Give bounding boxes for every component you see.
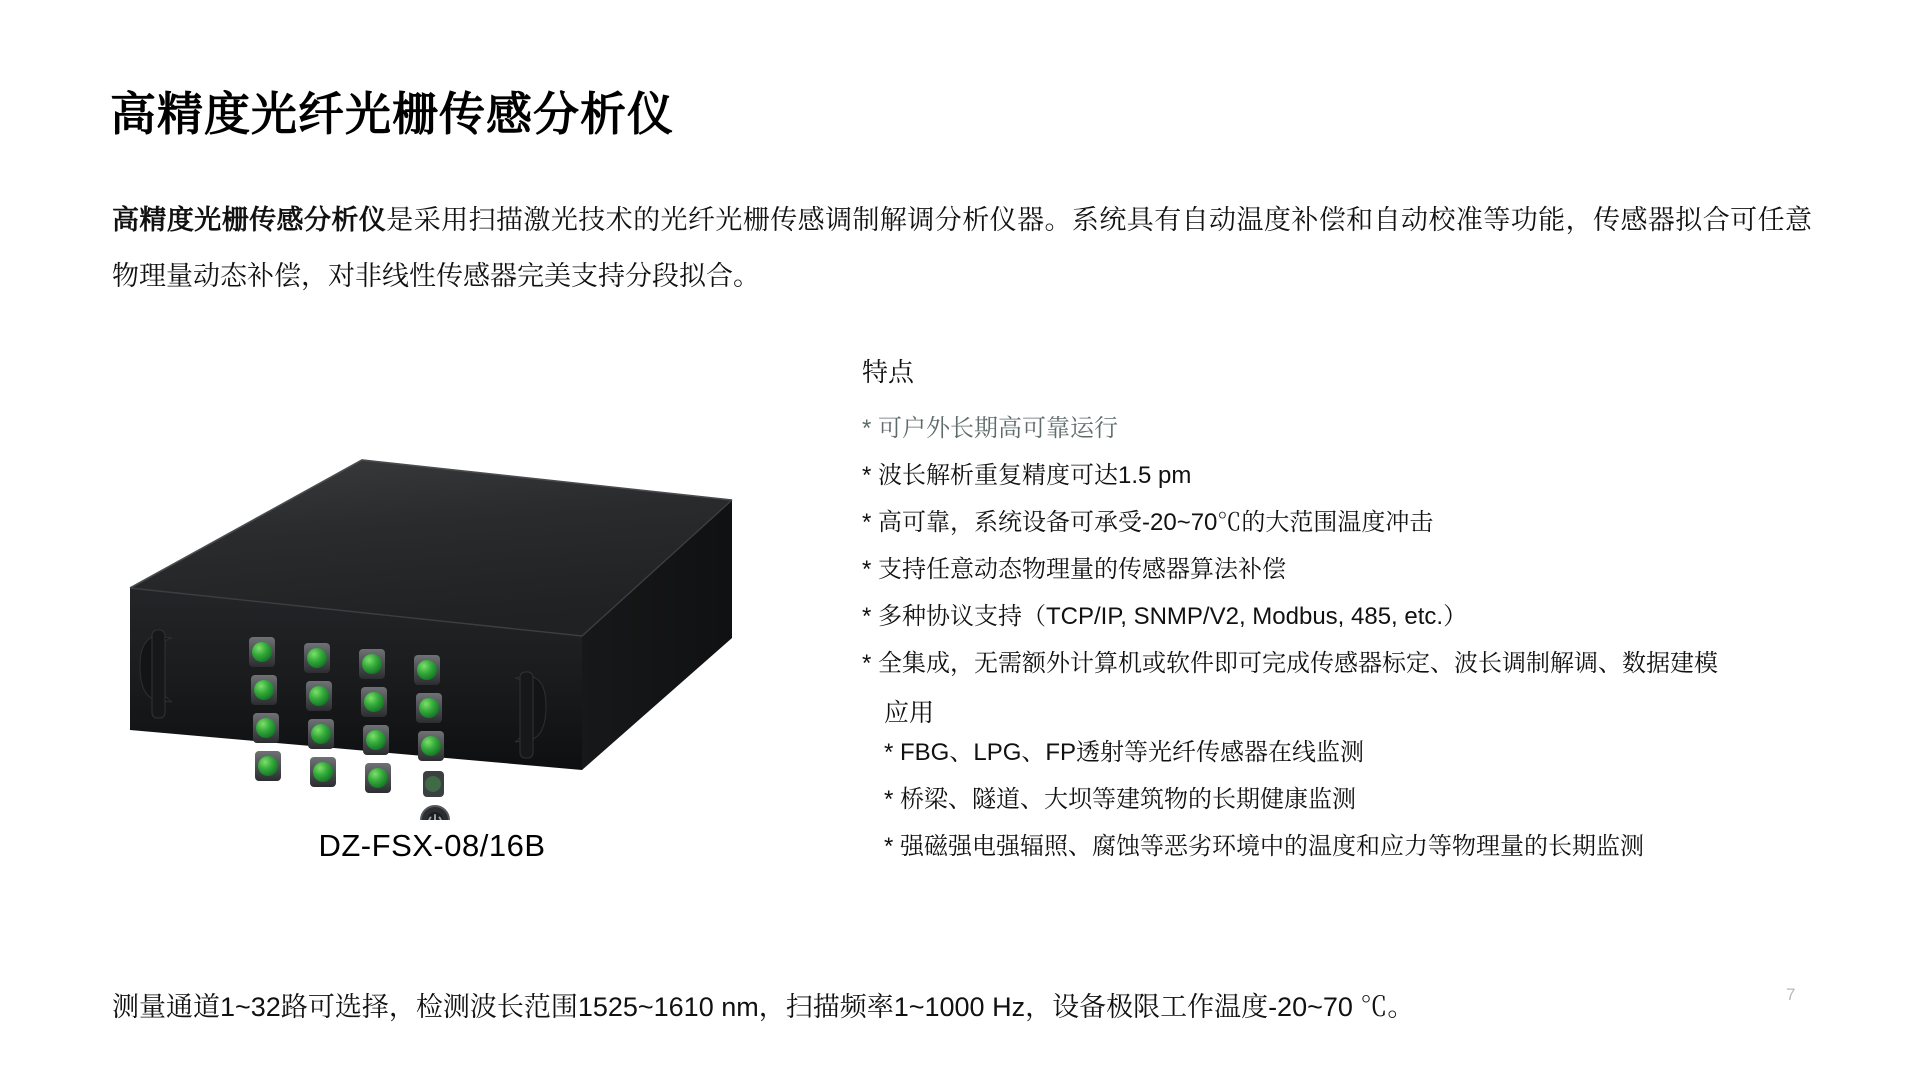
application-item-1: * FBG、LPG、FP透射等光纤传感器在线监测 xyxy=(884,739,1365,766)
device-illustration xyxy=(112,440,752,820)
page-number: 7 xyxy=(1786,985,1796,1004)
feature-item-6: * 全集成，无需额外计算机或软件即可完成传感器标定、波长调制解调、数据建模 xyxy=(862,650,1719,677)
page-title: 高精度光纤光栅传感分析仪 xyxy=(110,88,674,140)
device-model-caption: DZ-FSX-08/16B xyxy=(318,828,546,863)
intro-body-text: 是采用扫描激光技术的光纤光栅传感调制解调分析仪器。系统具有自动温度补偿和自动校准等功能，传感器拟合可任意物理量动态补偿，对非线性传感器完美支持分段拟合。 xyxy=(112,205,1813,291)
features-panel xyxy=(862,352,1882,870)
power-button-face xyxy=(421,806,449,820)
intro-lead-bold: 高精度光栅传感分析仪 xyxy=(112,205,387,235)
intro-paragraph xyxy=(112,192,1812,304)
feature-item-5: * 多种协议支持（TCP/IP, SNMP/V2, Modbus, 485, etc.） xyxy=(862,603,1468,630)
feature-item-4: * 支持任意动态物理量的传感器算法补偿 xyxy=(862,556,1287,583)
features-heading: 特点 xyxy=(862,357,915,387)
device-photo xyxy=(112,440,752,880)
application-item-2: * 桥梁、隧道、大坝等建筑物的长期健康监测 xyxy=(884,786,1357,813)
feature-item-2: * 波长解析重复精度可达1.5 pm xyxy=(862,462,1192,489)
feature-item-3: * 高可靠，系统设备可承受-20~70℃的大范围温度冲击 xyxy=(862,509,1434,536)
application-item-3: * 强磁强电强辐照、腐蚀等恶劣环境中的温度和应力等物理量的长期监测 xyxy=(884,833,1645,860)
applications-heading: 应用 xyxy=(884,699,935,727)
feature-item-1: * 可户外长期高可靠运行 xyxy=(862,415,1119,442)
footer-specification: 测量通道1~32路可选择，检测波长范围1525~1610 nm，扫描频率1~1000 Hz，设备极限工作温度-20~70 ℃。 xyxy=(112,992,1415,1022)
